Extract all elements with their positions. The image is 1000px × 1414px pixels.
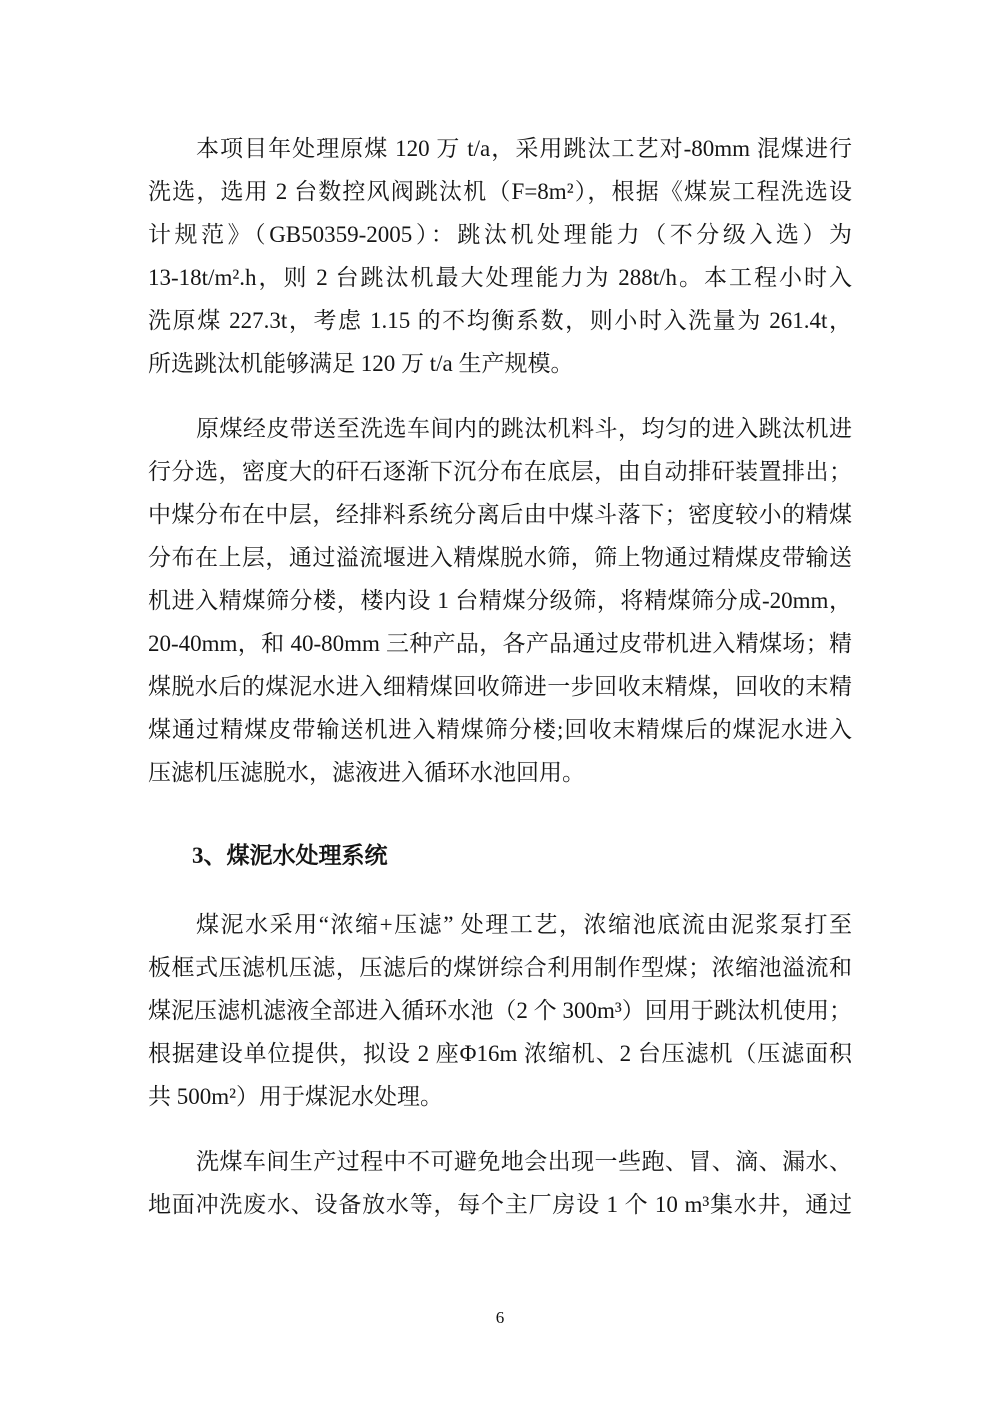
paragraph-3 [148,903,852,1118]
text-line: 根据建设单位提供，拟设 2 座Φ16m 浓缩机、2 台压滤机（压滤面积 [148,1041,852,1066]
text-line: 20-40mm，和 40-80mm 三种产品，各产品通过皮带机进入精煤场；精 [148,631,852,656]
page-body [148,127,852,1248]
text-line: 行分选，密度大的矸石逐渐下沉分布在底层，由自动排矸装置排出； [148,459,852,484]
text-line: 机进入精煤筛分楼，楼内设 1 台精煤分级筛，将精煤筛分成-20mm， [148,588,852,613]
text-line: 煤通过精煤皮带输送机进入精煤筛分楼;回收末精煤后的煤泥水进入 [148,717,852,742]
text-line: 原煤经皮带送至洗选车间内的跳汰机料斗，均匀的进入跳汰机进 [196,416,852,441]
text-line: 洗煤车间生产过程中不可避免地会出现一些跑、冒、滴、漏水、 [196,1149,852,1174]
paragraph-1 [148,127,852,385]
text-line: 煤泥压滤机滤液全部进入循环水池（2 个 300m³）回用于跳汰机使用； [148,998,852,1023]
paragraph-2 [148,407,852,794]
text-line: 分布在上层，通过溢流堰进入精煤脱水筛，筛上物通过精煤皮带输送 [148,545,852,570]
text-line: 板框式压滤机压滤，压滤后的煤饼综合利用制作型煤；浓缩池溢流和 [148,955,852,980]
text-line: 煤泥水采用“浓缩+压滤” 处理工艺，浓缩池底流由泥浆泵打至 [196,912,852,937]
text-line: 本项目年处理原煤 120 万 t/a，采用跳汰工艺对-80mm 混煤进行 [196,136,852,161]
text-line: 洗原煤 227.3t，考虑 1.15 的不均衡系数，则小时入洗量为 261.4t， [148,308,852,333]
page-number: 6 [495,1308,505,1327]
text-line: 13-18t/m².h，则 2 台跳汰机最大处理能力为 288t/h。本工程小时入 [148,265,852,290]
text-line: 共 500m²）用于煤泥水处理。 [148,1084,444,1109]
text-line: 压滤机压滤脱水，滤液进入循环水池回用。 [148,760,585,785]
text-line: 中煤分布在中层，经排料系统分离后由中煤斗落下；密度较小的精煤 [148,502,852,527]
text-line: 煤脱水后的煤泥水进入细精煤回收筛进一步回收末精煤，回收的末精 [148,674,852,699]
text-line: 所选跳汰机能够满足 120 万 t/a 生产规模。 [148,351,574,376]
paragraph-4 [148,1140,852,1226]
text-line: 洗选，选用 2 台数控风阀跳汰机（F=8m²），根据《煤炭工程洗选设 [148,179,852,204]
text-line: 地面冲洗废水、设备放水等，每个主厂房设 1 个 10 m³集水井，通过 [148,1192,852,1217]
text-line: 计规范》（GB50359-2005）：跳汰机处理能力（不分级入选）为 [148,222,852,247]
page-footer [0,1305,1000,1331]
section-heading: 3、煤泥水处理系统 [192,843,388,868]
